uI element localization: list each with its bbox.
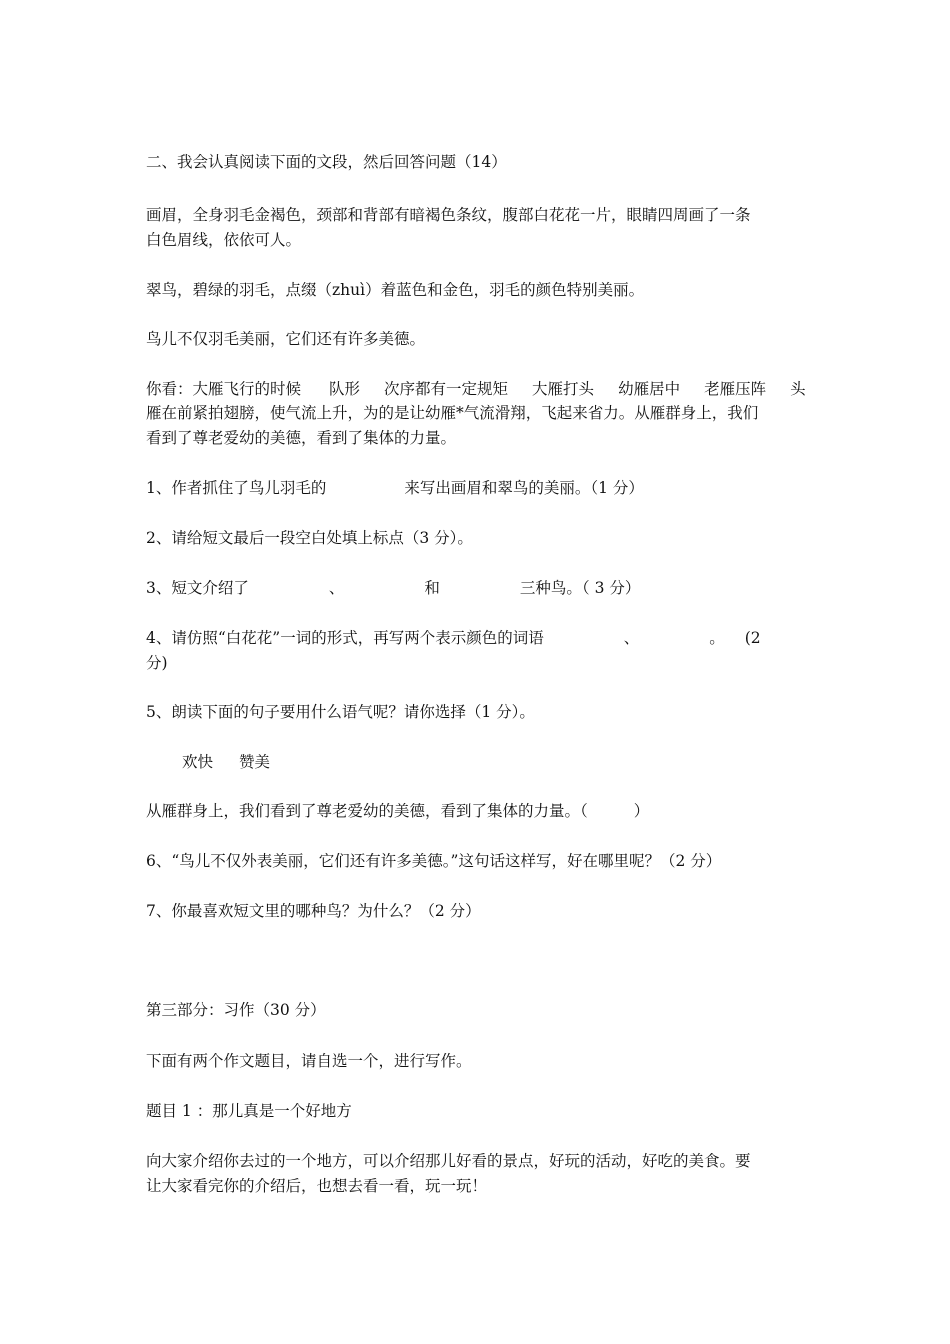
passage-p4-line2: 雁在前紧拍翅膀，使气流上升，为的是让幼雁*气流滑翔，飞起来省力。从雁群身上，我们 (146, 404, 759, 422)
passage-p4-line1 (146, 377, 810, 401)
passage-p4-line3: 看到了尊老爱幼的美德，看到了集体的力量。 (146, 429, 457, 447)
q5-sentence-text: 从雁群身上，我们看到了尊老爱幼的美德，看到了集体的力量。（ (146, 802, 588, 820)
q3-text-b: 、 (328, 579, 345, 597)
q3-text-d: 三种鸟。（ 3 分） (519, 579, 641, 597)
section2-heading: 二、我会认真阅读下面的文段，然后回答问题（14） (146, 153, 507, 171)
question-4-line1 (146, 626, 810, 650)
q4-text-a: 4、请仿照“白花花”一词的形式，再写两个表示颜色的词语 (146, 629, 544, 647)
p4-part-f: 老雁压阵 (704, 380, 767, 398)
p4-part-d: 大雁打头 (532, 380, 595, 398)
p4-part-b: 队形 (329, 380, 361, 398)
q5-sentence-close: ） (633, 802, 650, 820)
q1-text-a: 1、作者抓住了鸟儿羽毛的 (146, 479, 327, 497)
question-6: 6、“鸟儿不仅外表美丽，它们还有许多美德。”这句话这样写，好在哪里呢？（2 分） (146, 852, 722, 870)
passage-p3: 鸟儿不仅羽毛美丽，它们还有许多美德。 (146, 330, 426, 348)
question-7: 7、你最喜欢短文里的哪种鸟？为什么？（2 分） (146, 902, 481, 920)
q4-text-c: 。 (709, 629, 725, 647)
passage-p1-line2: 白色眉线，依依可人。 (146, 231, 302, 249)
q1-text-b: 来写出画眉和翠鸟的美丽。（1 分） (404, 479, 644, 497)
p4-part-g: 头 (790, 380, 806, 398)
q3-text-c: 和 (424, 579, 440, 597)
section3-intro: 下面有两个作文题目，请自选一个，进行写作。 (146, 1052, 472, 1070)
p4-part-e: 幼雁居中 (618, 380, 681, 398)
question-3 (146, 576, 810, 600)
q5-option-2[interactable]: 赞美 (239, 753, 271, 771)
topic1-desc-line1: 向大家介绍你去过的一个地方，可以介绍那儿好看的景点，好玩的活动，好吃的美食。要 (146, 1152, 751, 1170)
q5-options (182, 750, 846, 774)
passage-p2: 翠鸟，碧绿的羽毛，点缀（zhuì）着蓝色和金色，羽毛的颜色特别美丽。 (146, 281, 645, 299)
q4-text-b: 、 (623, 629, 640, 647)
passage-p1-line1: 画眉，全身羽毛金褐色，颈部和背部有暗褐色条纹，腹部白花花一片，眼睛四周画了一条 (146, 206, 751, 224)
question-1 (146, 476, 810, 500)
topic1-desc-line2: 让大家看完你的介绍后，也想去看一看，玩一玩！ (146, 1177, 488, 1195)
q4-text-d: (2 (744, 629, 761, 647)
question-4-line2: 分) (146, 654, 168, 672)
topic1-title: 题目 1 ：那儿真是一个好地方 (146, 1102, 352, 1120)
p4-part-c: 次序都有一定规矩 (384, 380, 509, 398)
question-5: 5、朗读下面的句子要用什么语气呢？请你选择（1 分）。 (146, 703, 535, 721)
q5-option-1[interactable]: 欢快 (182, 753, 214, 771)
section3-heading: 第三部分：习作（30 分） (146, 1001, 326, 1019)
p4-part-a: 你看：大雁飞行的时候 (146, 380, 302, 398)
q5-sentence (146, 799, 810, 823)
q3-text-a: 3、短文介绍了 (146, 579, 249, 597)
question-2: 2、请给短文最后一段空白处填上标点（3 分）。 (146, 529, 473, 547)
